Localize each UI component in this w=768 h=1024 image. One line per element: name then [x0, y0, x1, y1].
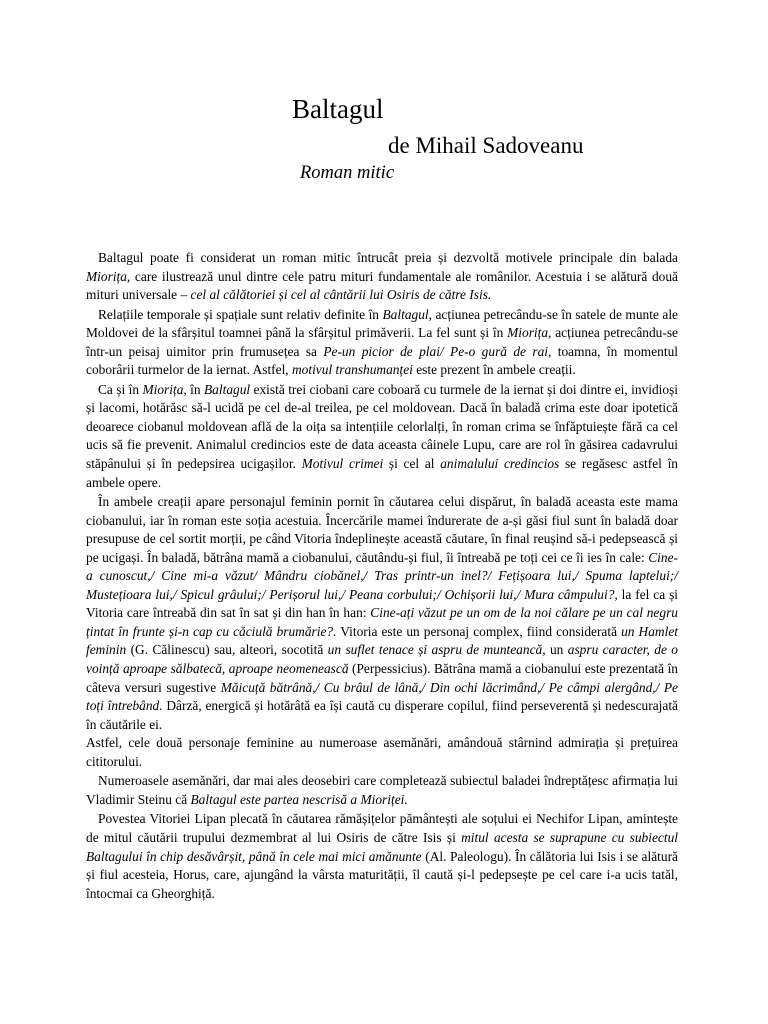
italic-run: Miorița,: [507, 325, 552, 341]
italic-run: animalului credincios: [440, 456, 560, 472]
text-run: Relațiile temporale și spațiale sunt relativ definite în: [98, 306, 383, 322]
italic-run: Miorița,: [86, 268, 131, 284]
paragraph-4: [86, 493, 678, 734]
text-run: un: [545, 642, 568, 658]
italic-run: Baltagul este partea nescrisă a Mioriței.: [190, 791, 408, 807]
italic-run: Măicuță bătrână,/ Cu brâul de lână,/ Din ochi lăcrimând,/ Pe câmpi alergând,/ Pe toți întrebând.: [86, 679, 678, 714]
italic-run: Pe-un picior de plai/ Pe-o gură de rai,: [323, 343, 552, 359]
text-run: care ilustrează unul dintre cele patru mituri fundamentale ale românilor. Acestuia i se alătură două mituri universale –: [86, 268, 678, 303]
text-run: Astfel, cele două personaje feminine au numeroase asemănări, amândouă stârnind admirația și prețuirea cititorului.: [86, 735, 678, 769]
text-run: acțiunea petrecându-se în satele de munte ale Moldovei de la sfârșitul toamnei până la sfârșitul primăverii. La fel sunt și în: [86, 306, 678, 341]
text-run: Vitoria este un personaj complex, fiind considerată: [336, 623, 622, 639]
italic-run: motivul transhumanței: [292, 362, 413, 378]
text-run: în: [186, 381, 204, 397]
document-subtitle: Roman mitic: [300, 163, 395, 183]
paragraph-1: [86, 249, 678, 305]
document-title: Baltagul: [292, 94, 384, 124]
paragraph-3: [86, 381, 678, 492]
text-run: Dârză, energică și hotărâtă ea își caută cu disperare copilul, fiind perseverentă și nedescurajată în căutările ei.: [86, 698, 678, 732]
paragraph-2: [86, 306, 678, 380]
italic-run: Miorița,: [142, 381, 187, 397]
italic-run: Cine-a cunoscut,/ Cine mi-a văzut/ Mândru ciobănel,/ Tras printr-un inel?/ Fețișoara lui,/ Spuma laptelui;/ Mustețioara lui,/ Spicul grâului;/ Perișorul lui,/ Peana corbului;/ Ochișorii lui,/ Mura câmpului?,: [86, 549, 678, 602]
text-run: Povestea Vitoriei Lipan plecată în căutarea rămășițelor pământești ale soțului ei Nechifor Lipan, amintește de mitul căutării trupului dezmembrat al lui Osiris de către Isis și: [86, 811, 678, 845]
italic-run: Baltagul,: [382, 306, 432, 322]
italic-run: Motivul crimei: [301, 456, 384, 472]
text-run: Numeroasele asemănări, dar mai ales deosebiri care completează subiectul baladei îndreptățesc afirmația lui Vladimir Steinu că: [86, 773, 678, 807]
paragraph-5: [86, 734, 678, 771]
text-run: (G. Călinescu) sau, alteori, socotită: [126, 642, 328, 658]
text-run: este prezent în ambele creații.: [412, 362, 576, 378]
italic-run: Cine-ați văzut pe un om de la noi călare pe un cal negru țintat în frunte și-n cap cu căciulă brumărie?.: [86, 605, 678, 639]
paragraph-6: [86, 772, 678, 809]
paragraph-7: [86, 810, 678, 903]
italic-run: Baltagul: [204, 381, 251, 397]
text-run: se regăsesc astfel în ambele opere.: [86, 456, 679, 490]
italic-run: mitul acesta se suprapune cu subiectul Baltagului în chip desăvârșit, până în cele mai mici amănunte: [86, 829, 678, 864]
italic-run: un Hamlet feminin: [86, 623, 678, 658]
text-run: Baltagul poate fi considerat un roman mitic întrucât preia și dezvoltă motivele principale din balada: [98, 250, 678, 265]
text-run: toamna, în momentul coborârii turmelor de la iernat. Astfel,: [86, 343, 678, 378]
text-run: acțiunea petrecându-se într-un peisaj uimitor prin frumusețea sa: [86, 325, 678, 359]
text-run: la fel ca și Vitoria care întreabă din sat în sat și din han în han:: [86, 586, 678, 621]
text-run: (Perpessicius). Bătrâna mamă a ciobanului este prezentată în câteva versuri sugestive: [86, 661, 678, 695]
italic-run: un suflet tenace și aspru de munteancă,: [327, 642, 546, 658]
document-author: de Mihail Sadoveanu: [388, 133, 584, 158]
text-run: În ambele creații apare personajul feminin pornit în căutarea celui dispărut, în baladă aceasta este mama ciobanului, iar în roman este soția acestuia. Încercările mamei îndurerate de a-și găsi fiul sunt în baladă doar presupuse de cel sortit morții, pe când Vitoria îndeplinește această căutare, în final reușind să-i pedepsească și pe ucigași. În baladă, bătrâna mamă a ciobanului, căutându-și fiul, îi întreabă pe toți cei ce îi ies în cale:: [86, 494, 678, 565]
italic-run: cel al călătoriei și cel al cântării lui Osiris de către Isis.: [190, 287, 492, 303]
italic-run: aspru caracter, de o voință aproape sălbatecă, aproape neomenească: [86, 642, 678, 677]
text-run: Ca și în: [98, 381, 143, 397]
text-run: (Al. Paleologu). În călătoria lui Isis i se alătură și fiul acesteia, Horus, care, ajungând la vârsta maturității, îl caută și-l pedepsește pe cel care i-a ucis tatăl, întocmai ca Gheorghiță.: [86, 848, 678, 901]
text-run: și cel al: [383, 456, 441, 472]
text-run: există trei ciobani care coboară cu turmele de la iernat și doi dintre ei, invidioși și lacomi, hotărăsc să-l ucidă pe cel de-al treilea, pe cel moldovean. Dacă în baladă crima este doar ipotetică deoarece ciobanul moldovean află de la oița sa intențiile celorlalți, în roman crima se înfăptuiește fără ca cel ucis să fie prevenit. Animalul credincios este de data aceasta câinele Lupu, care are rol în găsirea cadavrului stăpânului și în pedepsirea ucigașilor.: [86, 381, 678, 472]
document-body: [86, 249, 678, 903]
